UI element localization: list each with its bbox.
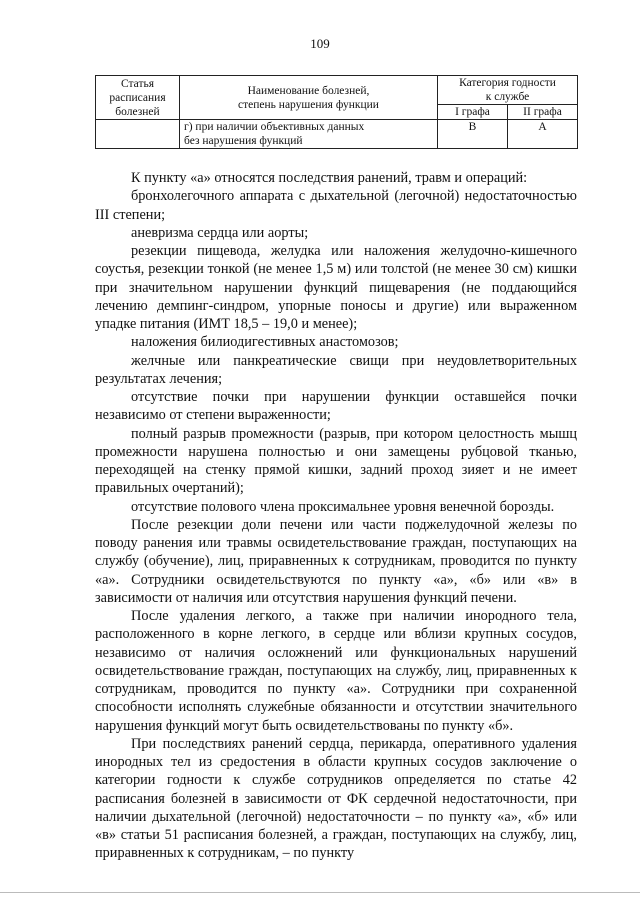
paragraph: К пункту «а» относятся последствия ранений, травм и операций: (131, 170, 528, 186)
column-header-category (438, 76, 578, 105)
paragraph: аневризма сердца или аорты; (131, 224, 309, 241)
paragraph: При последствиях ранений сердца, перикарда, оперативного удаления инородных тел из средостения в области крупных сосудов заключение о категории годности к службе сотрудников определяется по статье 42 расписания болезней в зависимости от ФК сердечной недостаточности, при наличии дыхательной (легочной) недостаточности – по пункту «а», «б» или «в» статьи 51 расписания болезней, а граждан, поступающих на службу, лиц, приравненных к сотрудникам, – по пункту (95, 735, 577, 862)
column-header-graph-1: I графа (438, 105, 508, 120)
cell-graph-2: А (508, 120, 578, 149)
paragraph: отсутствие почки при нарушении функции оставшейся почки независимо от степени выраженности; (95, 389, 577, 424)
footer-rule (0, 892, 640, 893)
cell-graph-1: В (438, 120, 508, 149)
page-number: 109 (310, 36, 330, 51)
paragraph: отсутствие полового члена проксимальнее уровня венечной борозды. (131, 498, 555, 515)
column-header-disease-line: Наименование болезней, (247, 84, 370, 97)
paragraph: После резекции доли печени или части поджелудочной железы по поводу ранения или травмы освидетельствование граждан, поступающих на службу (обучение), лиц, приравненных к сотрудникам, проводится по пункту «а». Сотрудники освидетельствуются по пункту «а», «б» или «в» в зависимости от наличия или отсутствия нарушения функций печени. (95, 516, 577, 606)
column-header-category-line: Категория годности (459, 77, 556, 89)
category-table (95, 75, 578, 149)
paragraph: полный разрыв промежности (разрыв, при котором целостность мышц промежности нарушена полностью и они замещены рубцовой тканью, переходящей на стенку прямой кишки, задний проход зияет и не имеет правильных очертаний); (95, 425, 577, 497)
paragraph: резекции пищевода, желудка или наложения желудочно-кишечного соустья, резекции тонкой (не менее 1,5 м) или толстой (не менее 30 см) кишки при значительном нарушении функций пищеварения (не поддающийся лечению демпинг-синдром, упорные поносы и другие) или выраженном упадке питания (ИМТ 18,5 – 19,0 и менее); (95, 243, 577, 332)
body-text (95, 169, 577, 863)
column-header-disease-line: степень нарушения функции (238, 98, 379, 111)
cell-disease-line: г) при наличии объективных данных (184, 121, 365, 133)
paragraph: желчные или панкреатические свищи при неудовлетворительных результатах лечения; (95, 352, 577, 387)
column-header-category-line: к службе (485, 91, 530, 103)
column-header-article-line: расписания (109, 91, 166, 104)
paragraph: наложения билиодигестивных анастомозов; (131, 334, 399, 351)
table-row (96, 120, 578, 149)
column-header-article (96, 76, 180, 120)
cell-article (96, 120, 180, 149)
paragraph: После удаления легкого, а также при наличии инородного тела, расположенного в корне легкого, в сердце или вблизи крупных сосудов, независимо от наличия осложнений или функциональных нарушений освидетельствование граждан, поступающих на службу, лиц, приравненных к сотрудникам, проводится по пункту «а». Сотрудники при сохраненной способности исполнять служебные обязанности и отсутствии значительного нарушения функций могут быть освидетельствованы по пункту «б». (95, 608, 577, 734)
column-header-article-line: болезней (115, 105, 160, 118)
cell-disease-line: без нарушения функций (184, 135, 303, 147)
column-header-disease (180, 76, 438, 120)
column-header-article-line: Статья (120, 77, 155, 90)
paragraph: бронхолегочного аппарата с дыхательной (легочной) недостаточностью III степени; (95, 188, 577, 223)
cell-disease (180, 120, 438, 149)
column-header-graph-2: II графа (508, 105, 578, 120)
